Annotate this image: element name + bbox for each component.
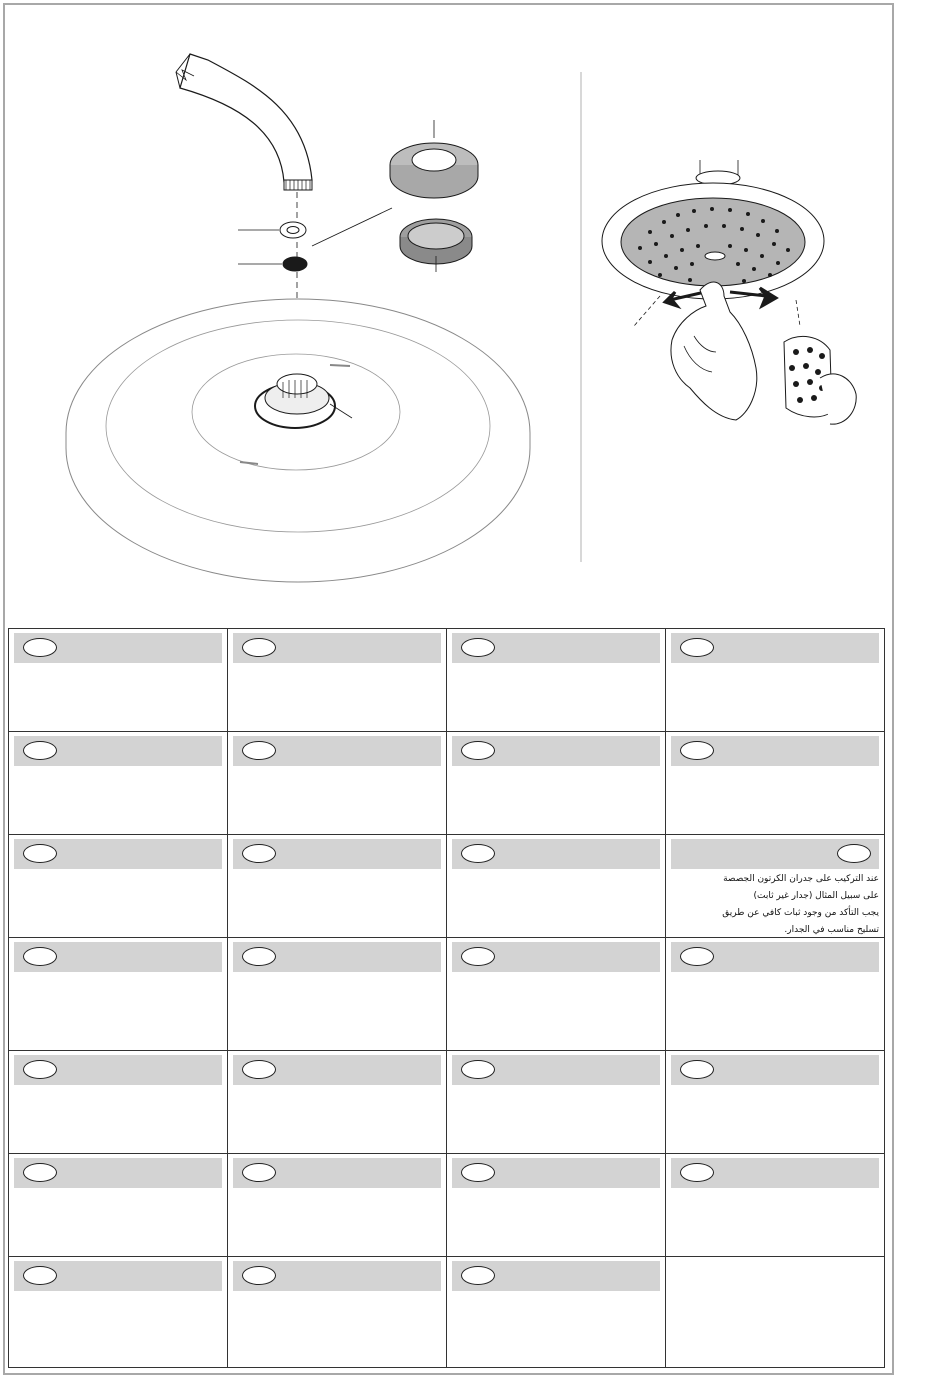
flow-restrictor <box>283 257 307 271</box>
cell-header <box>233 633 441 663</box>
hand <box>671 282 757 420</box>
language-cell <box>447 835 666 938</box>
language-cell <box>9 1051 228 1154</box>
cell-header <box>671 736 879 766</box>
language-badge <box>461 1163 495 1182</box>
cell-header <box>233 942 441 972</box>
cell-header <box>452 1055 660 1085</box>
language-grid <box>8 628 885 1368</box>
cell-header <box>452 942 660 972</box>
language-badge <box>680 1163 714 1182</box>
language-badge <box>23 741 57 760</box>
shower-face <box>621 198 805 286</box>
language-cell <box>447 1051 666 1154</box>
language-cell <box>9 732 228 835</box>
language-badge <box>461 741 495 760</box>
language-cell <box>9 1257 228 1367</box>
cell-header <box>233 736 441 766</box>
cell-header <box>14 942 222 972</box>
illustration <box>5 5 890 605</box>
cell-header <box>233 1055 441 1085</box>
language-badge <box>461 1060 495 1079</box>
cell-header <box>452 839 660 869</box>
language-badge <box>23 1266 57 1285</box>
language-cell <box>447 938 666 1051</box>
cell-header <box>452 1261 660 1291</box>
language-badge <box>242 1163 276 1182</box>
cell-header <box>233 1261 441 1291</box>
language-badge <box>23 1163 57 1182</box>
language-cell <box>666 1154 884 1257</box>
language-cell <box>447 732 666 835</box>
cell-header <box>671 942 879 972</box>
cell-header <box>671 1158 879 1188</box>
language-cell <box>9 629 228 732</box>
language-badge <box>242 741 276 760</box>
language-badge <box>23 638 57 657</box>
language-cell <box>666 732 884 835</box>
cell-header <box>671 1055 879 1085</box>
language-badge <box>461 1266 495 1285</box>
language-cell <box>447 1154 666 1257</box>
cell-header <box>452 736 660 766</box>
language-badge <box>680 947 714 966</box>
cell-header <box>452 1158 660 1188</box>
text-line: يجب التأكد من وجود ثبات كافي عن طريق <box>722 908 879 918</box>
language-badge <box>461 638 495 657</box>
language-badge <box>461 844 495 863</box>
text-line: عند التركيب على جدران الكرتون الجصصة <box>723 874 879 884</box>
language-badge <box>242 947 276 966</box>
cell-header <box>233 1158 441 1188</box>
language-cell <box>666 835 884 938</box>
cell-header <box>14 633 222 663</box>
language-badge <box>23 1060 57 1079</box>
language-badge <box>23 947 57 966</box>
language-cell <box>447 629 666 732</box>
cell-header <box>671 633 879 663</box>
language-badge <box>461 947 495 966</box>
assembly-diagram <box>66 54 530 582</box>
cell-header <box>671 839 879 869</box>
empty-cell <box>666 1257 884 1367</box>
cell-header <box>14 1055 222 1085</box>
cell-header <box>14 736 222 766</box>
cell-header <box>14 1261 222 1291</box>
language-cell <box>228 732 447 835</box>
language-badge <box>23 844 57 863</box>
language-cell <box>447 1257 666 1367</box>
language-badge <box>680 638 714 657</box>
cleaning-diagram <box>602 160 856 424</box>
language-cell <box>228 835 447 938</box>
cell-header <box>452 633 660 663</box>
language-badge <box>242 844 276 863</box>
text-line: تسليح مناسب في الجدار. <box>784 925 879 935</box>
language-badge <box>680 741 714 760</box>
cell-header <box>233 839 441 869</box>
language-cell <box>228 938 447 1051</box>
cell-header <box>14 839 222 869</box>
language-badge <box>837 844 871 863</box>
language-cell <box>9 835 228 938</box>
language-cell <box>228 1154 447 1257</box>
cell-header <box>14 1158 222 1188</box>
cell-text <box>671 869 879 939</box>
language-cell <box>9 938 228 1051</box>
language-badge <box>242 1060 276 1079</box>
language-cell <box>666 938 884 1051</box>
language-cell <box>666 629 884 732</box>
language-cell <box>9 1154 228 1257</box>
language-cell <box>666 1051 884 1154</box>
text-line: على سبيل المثال (جدار غير ثابت) <box>753 891 879 901</box>
language-cell <box>228 1257 447 1367</box>
language-badge <box>242 1266 276 1285</box>
washer <box>280 222 306 238</box>
shower-arm <box>180 54 312 182</box>
language-badge <box>242 638 276 657</box>
language-badge <box>680 1060 714 1079</box>
language-cell <box>228 629 447 732</box>
language-cell <box>228 1051 447 1154</box>
